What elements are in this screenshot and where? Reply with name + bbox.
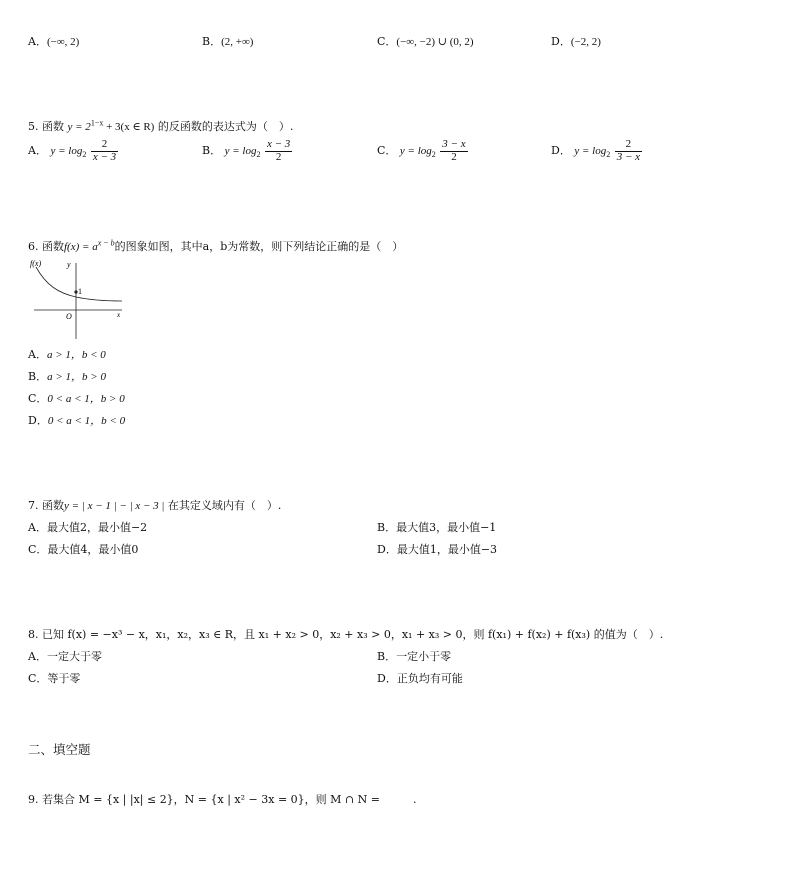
q8-option-d: D．正负均有可能: [377, 672, 463, 685]
q7-option-b: B．最大值3，最小值−1: [377, 521, 497, 534]
q8-stem: 8. 已知 f(x) = −x³ − x，x₁，x₂，x₃ ∈ R，且 x₁ + x₂ > 0，x₂ + x₃ > 0，x₁ + x₃ > 0，则 f(x₁) + f(x₂) + f(x₃) 的值为（ ）.: [28, 628, 664, 641]
q8-option-c: C．等于零: [28, 672, 81, 685]
q4-option-d: D．(−2, 2): [551, 35, 601, 48]
q6-option-c: C．0 < a < 1，b > 0: [28, 392, 125, 405]
q7-option-a: A．最大值2，最小值−2: [28, 521, 148, 534]
graph-x-label: x: [117, 311, 121, 319]
q4-option-b: B．(2, +∞): [202, 35, 254, 48]
q4-option-c: C．(−∞, −2) ∪ (0, 2): [377, 35, 474, 48]
q5-option-c: C． $y = \log_2$ $\frac{3 - x}{2}$: [377, 138, 466, 163]
q5-stem: 5. 函数 $y = 2^{1-x} + 3(x$ ∈ R) 的反函数的表达式为（ ）.: [28, 118, 294, 133]
q5-option-d: D． $y = \log_2$ $\frac{2}{3 - x}$: [551, 138, 641, 163]
q7-stem: 7. 函数y = | x − 1 | − | x − 3 | 在其定义域内有（ ）.: [28, 499, 282, 512]
graph-one-label: 1: [78, 287, 82, 296]
q7-option-d: D．最大值1，最小值−3: [377, 543, 498, 556]
q6-option-b: B．a > 1，b > 0: [28, 370, 106, 383]
q6-option-d: D．0 < a < 1，b < 0: [28, 414, 126, 427]
q5-option-a: A． $y = \log_2$ $\frac{2}{x - 3}$: [28, 138, 117, 163]
section-title-fill-in: 二、填空题: [28, 742, 91, 757]
q6-stem: 6. 函数$f(x) = a^{x - b}$的图象如图，其中a，b为常数，则下列结论正确的是（ ）: [28, 238, 404, 253]
q4-option-a: A．(−∞, 2): [28, 35, 80, 48]
q7-option-c: C．最大值4，最小值0: [28, 543, 139, 556]
q6-function-graph: [28, 255, 128, 343]
graph-fx-label: f(x): [30, 259, 42, 268]
graph-origin-label: O: [66, 312, 72, 321]
q5-option-b: B． $y = \log_2$ $\frac{x - 3}{2}$: [202, 138, 291, 163]
q9-stem: 9. 若集合 M = {x | |x| ≤ 2}，N = {x | x² − 3x = 0}，则 M ∩ N = .: [28, 793, 417, 806]
q8-option-a: A．一定大于零: [28, 650, 102, 663]
q8-option-b: B．一定小于零: [377, 650, 452, 663]
q6-option-a: A．a > 1，b < 0: [28, 348, 106, 361]
graph-y-label: y: [67, 260, 71, 269]
